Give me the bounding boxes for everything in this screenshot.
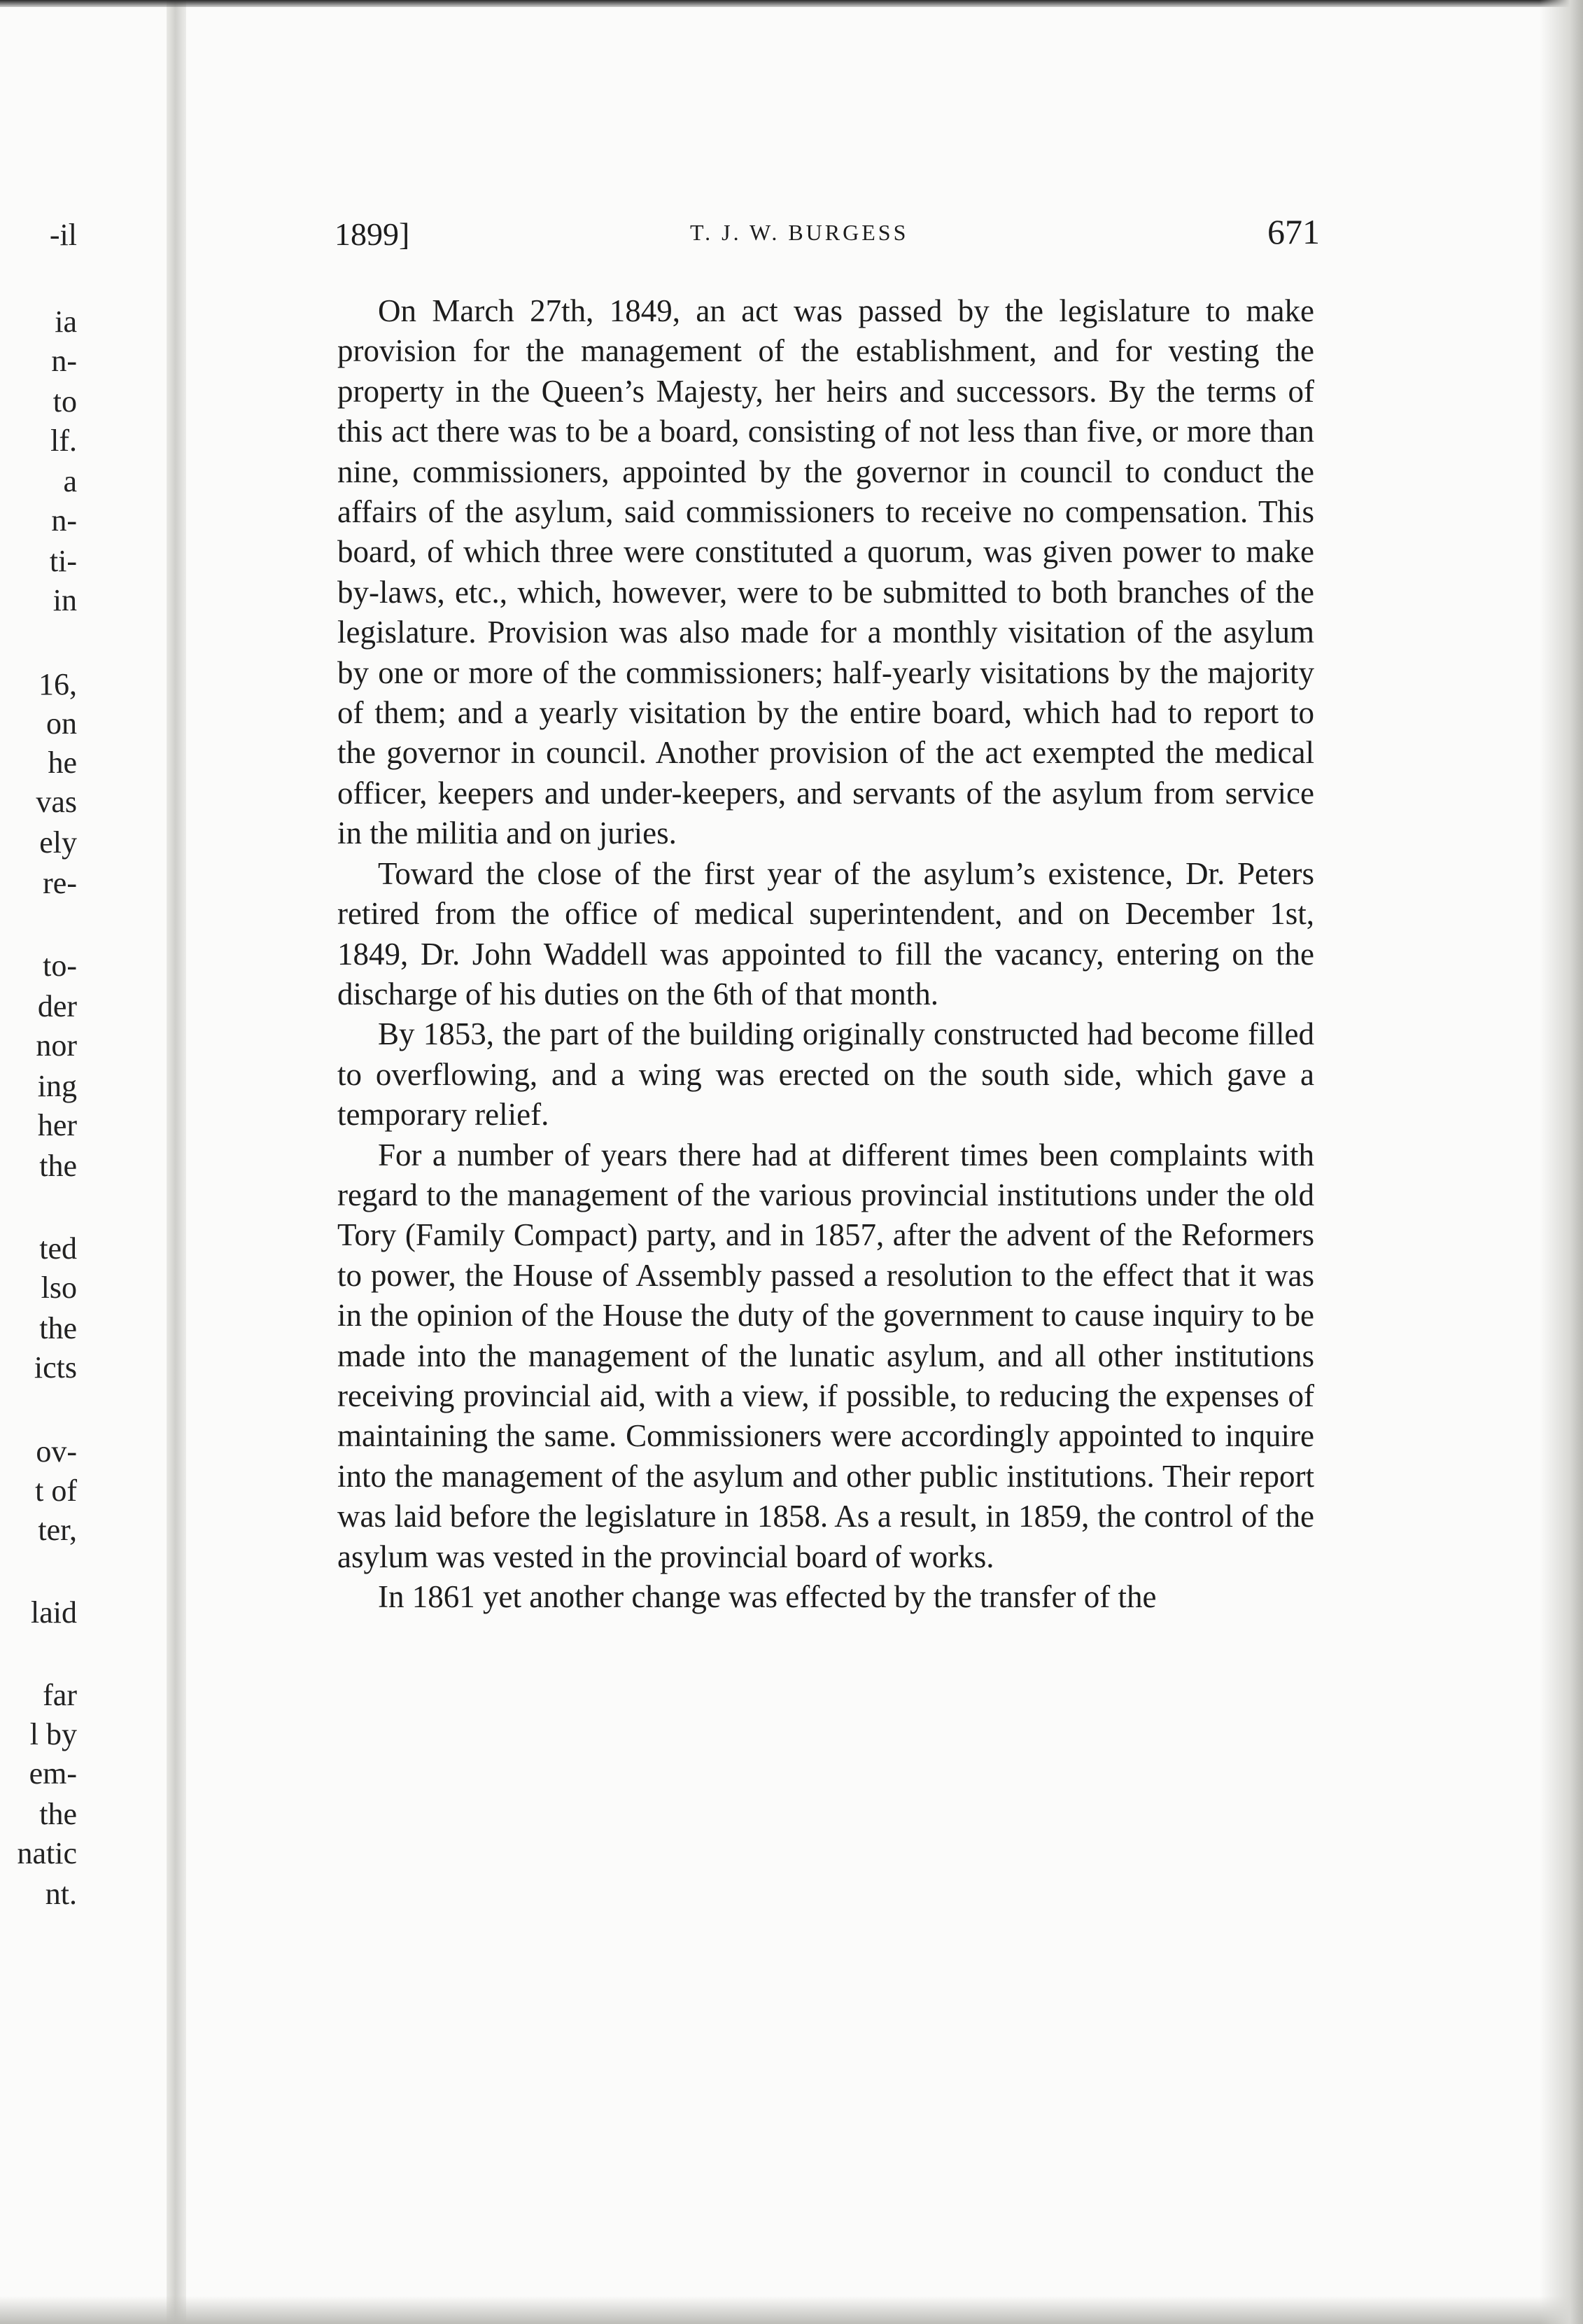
- body-text: [337, 291, 1314, 1617]
- facing-page-fragment: n-: [51, 503, 77, 538]
- book-gutter: [167, 0, 186, 2324]
- facing-page-fragment: her: [37, 1108, 77, 1142]
- facing-page-fragment: n-: [51, 344, 77, 378]
- paragraph: By 1853, the part of the building originally constructed had become filled to overflowing, and a wing was erected on the south side, which gave a temporary relief.: [337, 1016, 1314, 1133]
- facing-page-fragment: natic: [17, 1836, 77, 1870]
- facing-page-fragment: em-: [29, 1756, 77, 1791]
- scan-right-edge: [1540, 0, 1583, 2324]
- facing-page-fragment: ted: [39, 1231, 77, 1266]
- facing-page-fragment: nor: [36, 1028, 77, 1063]
- facing-page-fragment: -il: [49, 218, 77, 252]
- page-number: 671: [1267, 212, 1320, 251]
- facing-page-fragment: ter,: [38, 1513, 77, 1547]
- facing-page-fragment: ov-: [36, 1434, 77, 1469]
- paragraph: In 1861 yet another change was effected by the transfer of the: [378, 1579, 1157, 1614]
- facing-page-fragment: ely: [39, 825, 77, 860]
- facing-page-fragment: ti-: [49, 544, 77, 578]
- facing-page-fragment: to-: [43, 948, 77, 983]
- facing-page-fragment: lso: [41, 1270, 77, 1305]
- facing-page-fragment: the: [39, 1797, 77, 1831]
- facing-page-fragment: in: [52, 583, 77, 617]
- running-head-author: T. J. W. BURGESS: [690, 220, 909, 245]
- facing-page-fragment: to: [52, 384, 77, 419]
- facing-page-fragment: far: [43, 1678, 77, 1712]
- running-head-year: 1899]: [335, 216, 410, 252]
- scan-top-edge: [0, 0, 1583, 7]
- facing-page: [0, 0, 175, 2324]
- paragraph: On March 27th, 1849, an act was passed by the legislature to make provision for the management of the establishment, and for vesting the property in the Queen’s Majesty, her heirs and successors. By the terms of this act there was to be a board, consisting of not less than five, or more than nine, commissioners, appointed by the governor in council to conduct the affairs of the asylum, said commissioners to receive no compensation. This board, of which three were constituted a quorum, was given power to make by-laws, etc., which, however, were to be submitted to both branches of the legislature. Provision was also made for a monthly visitation of the asylum by one or more of the commissioners; half-yearly visitations by the majority of them; and a yearly visitation by the entire board, which had to report to the governor in council. Another provision of the act exempted the medical officer, keepers and under-keepers, and servants of the asylum from service in the militia and on juries.: [337, 293, 1314, 851]
- facing-page-fragment: t of: [35, 1474, 77, 1508]
- facing-page-fragment: icts: [34, 1350, 77, 1385]
- facing-page-fragment: der: [37, 989, 77, 1023]
- facing-page-fragment: vas: [36, 785, 77, 819]
- running-head: [335, 210, 1320, 259]
- facing-page-fragment: lf.: [50, 424, 77, 458]
- facing-page-fragment: l by: [29, 1717, 77, 1751]
- facing-page-fragment: re-: [43, 866, 77, 900]
- facing-page-fragment: a: [63, 464, 77, 498]
- scan-bottom-edge: [0, 2296, 1583, 2324]
- facing-page-fragment: laid: [31, 1595, 77, 1630]
- facing-page-fragment: 16,: [38, 667, 77, 701]
- facing-page-fragment: ing: [37, 1069, 77, 1103]
- paragraph: Toward the close of the first year of the asylum’s existence, Dr. Peters retired from the office of medical superintendent, and on December 1st, 1849, Dr. John Waddell was appointed to fill the vacancy, entering on the discharge of his duties on the 6th of that month.: [337, 855, 1314, 1011]
- facing-page-fragment: on: [46, 706, 77, 741]
- facing-page-fragment: the: [39, 1311, 77, 1345]
- facing-page-fragment: nt.: [45, 1877, 77, 1911]
- paragraph: For a number of years there had at different times been complaints with regard to the management of the various provincial institutions under the old Tory (Family Compact) party, and in 1857, after the advent of the Reformers to power, the House of Assembly passed a resolution to the effect that it was in the opinion of the House the duty of the government to cause inquiry to be made into the management of the lunatic asylum, and all other institutions receiving provincial aid, with a view, if possible, to reducing the expenses of maintaining the same. Commissioners were accordingly appointed to inquire into the management of the asylum and other public institutions. Their report was laid before the legislature in 1858. As a result, in 1859, the control of the asylum was vested in the provincial board of works.: [337, 1137, 1314, 1574]
- facing-page-fragment: ia: [55, 304, 77, 339]
- facing-page-fragment: he: [48, 746, 77, 780]
- facing-page-fragment: the: [39, 1149, 77, 1183]
